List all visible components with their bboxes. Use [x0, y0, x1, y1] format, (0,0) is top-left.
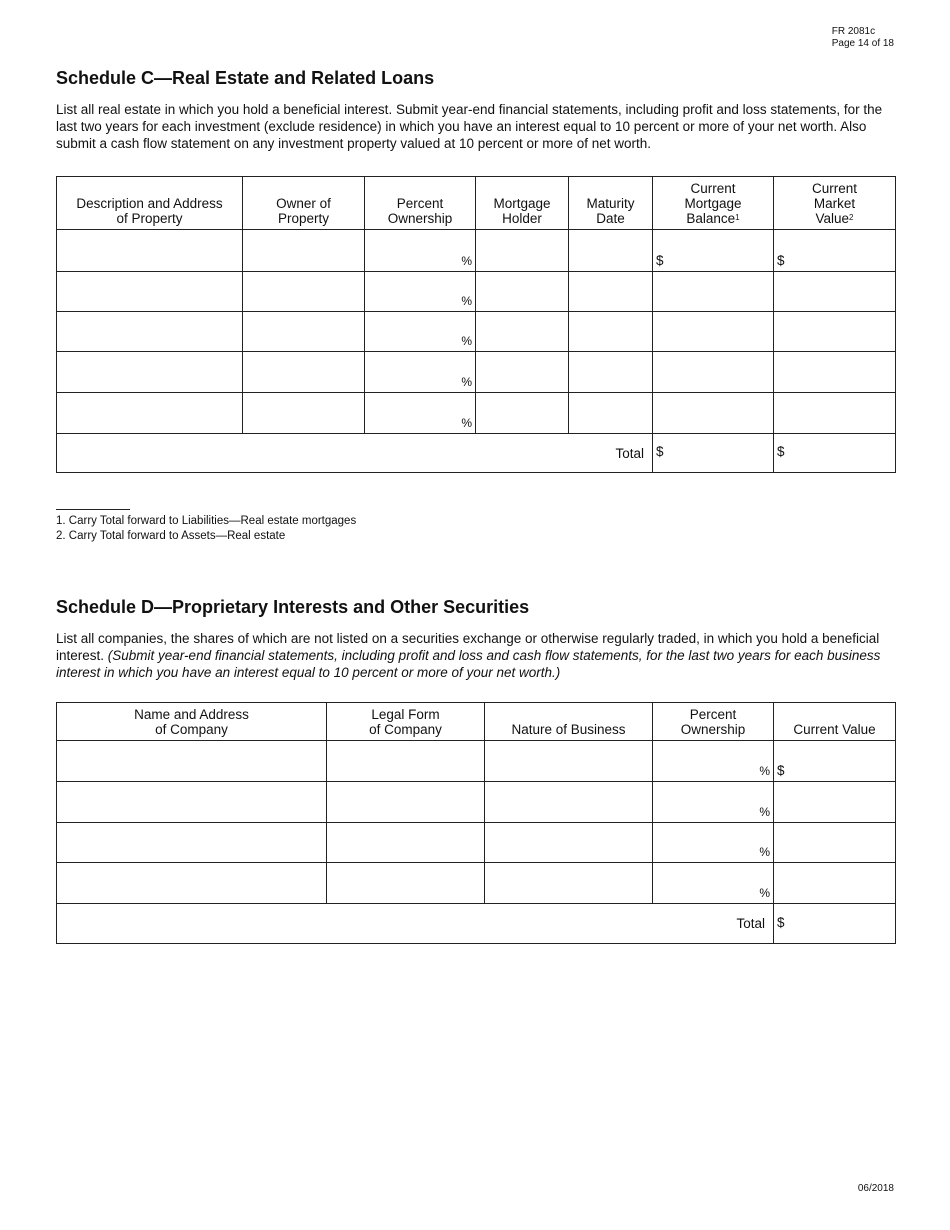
- market-cell[interactable]: [774, 352, 896, 393]
- maturity-cell[interactable]: [569, 272, 653, 312]
- legal-form-cell[interactable]: [327, 823, 485, 863]
- schedule-d-title: Schedule D—Proprietary Interests and Other Securities: [56, 597, 530, 617]
- legal-form-cell[interactable]: [327, 863, 485, 904]
- col-balance-header: Current Mortgage Balance$^1$: [653, 177, 774, 230]
- footnote-divider: [56, 509, 130, 510]
- percent-cell[interactable]: %: [653, 741, 774, 782]
- holder-cell[interactable]: [476, 312, 569, 352]
- percent-cell[interactable]: %: [365, 352, 476, 393]
- form-number: FR 2081c: [831, 26, 876, 37]
- schedule-c-table: [56, 176, 896, 473]
- total-row: [57, 904, 896, 944]
- maturity-cell[interactable]: [569, 230, 653, 272]
- value-total-cell[interactable]: $: [774, 904, 896, 944]
- col-value-header: Current Value: [774, 703, 896, 741]
- balance-cell[interactable]: [653, 312, 774, 352]
- description-cell[interactable]: [57, 230, 243, 272]
- holder-cell[interactable]: [476, 230, 569, 272]
- schedule-d-intro: List all companies, the shares of which are not listed on a securities exchange or otherwise regularly traded, in which you hold a beneficial interest. (Submit year-end financial statements, including profit and loss and cash flow statements, for the last two years for each business interest in which you have an interest equal to 10 percent or more of your net worth.): [56, 631, 881, 680]
- table-row: [57, 272, 896, 312]
- schedule-c-intro: List all real estate in which you hold a beneficial interest. Submit year-end financial statements, including profit and loss statements, for the last two years for each investment (exclude residence) in which you have an interest equal to 10 percent or more of your net worth. Also submit a cash flow statement on any investment property valued at 10 percent or more of net worth.: [56, 102, 883, 151]
- col-nature-header: Nature of Business: [485, 703, 653, 741]
- schedule-d-header-row: [57, 703, 896, 741]
- table-row: [57, 393, 896, 434]
- schedule-d-table: [56, 702, 896, 944]
- table-row: [57, 741, 896, 782]
- holder-cell[interactable]: [476, 272, 569, 312]
- footnote-1: 1. Carry Total forward to Liabilities—Real estate mortgages: [56, 515, 357, 527]
- col-percent-header: Percent Ownership: [365, 177, 476, 230]
- col-holder-header: Mortgage Holder: [476, 177, 569, 230]
- balance-cell[interactable]: [653, 272, 774, 312]
- total-label: Total: [57, 904, 774, 944]
- percent-cell[interactable]: %: [653, 863, 774, 904]
- legal-form-cell[interactable]: [327, 741, 485, 782]
- col-description-header: Description and Address of Property: [57, 177, 243, 230]
- nature-cell[interactable]: [485, 741, 653, 782]
- value-cell[interactable]: [774, 823, 896, 863]
- market-cell[interactable]: [774, 272, 896, 312]
- owner-cell[interactable]: [243, 393, 365, 434]
- schedule-c-title: Schedule C—Real Estate and Related Loans: [56, 68, 435, 88]
- balance-cell[interactable]: [653, 393, 774, 434]
- market-cell[interactable]: [774, 312, 896, 352]
- col-percent-header: Percent Ownership: [653, 703, 774, 741]
- table-row: [57, 863, 896, 904]
- total-row: [57, 434, 896, 473]
- description-cell[interactable]: [57, 272, 243, 312]
- schedule-c-header-row: [57, 177, 896, 230]
- nature-cell[interactable]: [485, 823, 653, 863]
- market-total-cell[interactable]: $: [774, 434, 896, 473]
- total-label: Total: [57, 434, 653, 473]
- maturity-cell[interactable]: [569, 312, 653, 352]
- footnotes: [56, 514, 356, 544]
- holder-cell[interactable]: [476, 393, 569, 434]
- owner-cell[interactable]: [243, 230, 365, 272]
- page-number: Page 14 of 18: [831, 38, 894, 49]
- legal-form-cell[interactable]: [327, 782, 485, 823]
- table-row: [57, 230, 896, 272]
- table-row: [57, 823, 896, 863]
- maturity-cell[interactable]: [569, 352, 653, 393]
- company-cell[interactable]: [57, 741, 327, 782]
- table-row: [57, 782, 896, 823]
- balance-cell[interactable]: [653, 352, 774, 393]
- col-owner-header: Owner of Property: [243, 177, 365, 230]
- value-cell[interactable]: $: [774, 741, 896, 782]
- company-cell[interactable]: [57, 863, 327, 904]
- company-cell[interactable]: [57, 782, 327, 823]
- percent-cell[interactable]: %: [653, 782, 774, 823]
- value-cell[interactable]: [774, 863, 896, 904]
- revision-date: 06/2018: [857, 1183, 894, 1194]
- balance-total-cell[interactable]: $: [653, 434, 774, 473]
- col-legal-form-header: Legal Form of Company: [327, 703, 485, 741]
- footnote-2: 2. Carry Total forward to Assets—Real estate: [56, 530, 286, 542]
- table-row: [57, 312, 896, 352]
- nature-cell[interactable]: [485, 782, 653, 823]
- description-cell[interactable]: [57, 312, 243, 352]
- description-cell[interactable]: [57, 352, 243, 393]
- col-market-header: Current Market Value$^2$: [774, 177, 896, 230]
- owner-cell[interactable]: [243, 312, 365, 352]
- description-cell[interactable]: [57, 393, 243, 434]
- percent-cell[interactable]: %: [365, 393, 476, 434]
- percent-cell[interactable]: %: [365, 312, 476, 352]
- form-identifier: [832, 26, 894, 50]
- col-maturity-header: Maturity Date: [569, 177, 653, 230]
- holder-cell[interactable]: [476, 352, 569, 393]
- maturity-cell[interactable]: [569, 393, 653, 434]
- owner-cell[interactable]: [243, 352, 365, 393]
- balance-cell[interactable]: $: [653, 230, 774, 272]
- market-cell[interactable]: [774, 393, 896, 434]
- percent-cell[interactable]: %: [365, 272, 476, 312]
- value-cell[interactable]: [774, 782, 896, 823]
- nature-cell[interactable]: [485, 863, 653, 904]
- col-company-header: Name and Address of Company: [57, 703, 327, 741]
- company-cell[interactable]: [57, 823, 327, 863]
- percent-cell[interactable]: %: [653, 823, 774, 863]
- percent-cell[interactable]: %: [365, 230, 476, 272]
- market-cell[interactable]: $: [774, 230, 896, 272]
- table-row: [57, 352, 896, 393]
- owner-cell[interactable]: [243, 272, 365, 312]
